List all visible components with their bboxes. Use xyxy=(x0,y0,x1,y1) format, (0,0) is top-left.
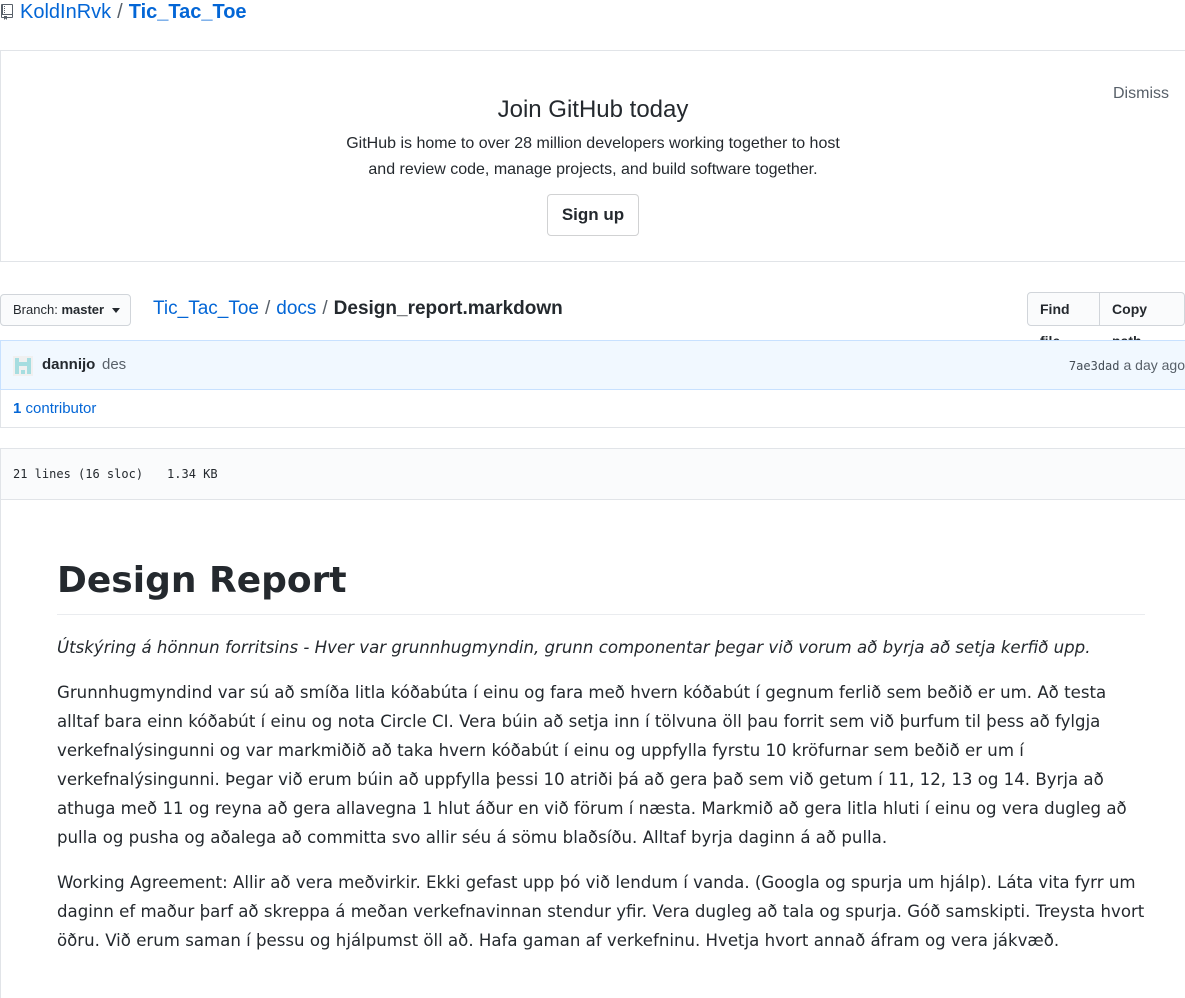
markdown-body xyxy=(57,500,1145,955)
dismiss-button[interactable]: Dismiss xyxy=(1113,85,1169,102)
caret-down-icon xyxy=(112,308,120,313)
breadcrumb-file-name: Design_report.markdown xyxy=(333,298,563,319)
file-content xyxy=(0,500,1185,998)
breadcrumb-separator: / xyxy=(264,298,271,319)
repo-icon xyxy=(0,4,14,20)
commit-time: a day ago xyxy=(1123,357,1185,373)
repo-separator: / xyxy=(117,1,123,23)
document-heading: Design Report xyxy=(57,558,1145,615)
sign-up-button[interactable]: Sign up xyxy=(547,194,639,236)
commit-tease xyxy=(0,340,1185,390)
breadcrumb-repo-link[interactable]: Tic_Tac_Toe xyxy=(153,298,259,319)
document-paragraph: Working Agreement: Allir að vera meðvirkir. Ekki gefast upp þó við lendum í vanda. (Googla og spurja um hjálp). Láta vita fyrr um daginn ef maður þarf að skreppa á meðan verkefnavinnan stendur yfir. Vera dugleg að tala og spurja. Góð samskipti. Treysta hvort öðru. Við erum saman í þessu og hjálpumst öll að. Hafa gaman af verkefninu. Hvetja hvort annað áfram og vera jákvæð. xyxy=(57,873,1145,950)
commit-author-link[interactable]: dannijo xyxy=(42,356,96,373)
breadcrumb-dir-link[interactable]: docs xyxy=(276,298,317,319)
signup-text-line1: GitHub is home to over 28 million developers working together to host xyxy=(346,135,840,152)
breadcrumb-separator: / xyxy=(322,298,328,319)
find-file-button[interactable]: Find xyxy=(1027,292,1100,326)
file-size: 1.34 KB xyxy=(167,467,218,481)
branch-name: master xyxy=(61,302,105,317)
document-lead: Útskýring á hönnun forritsins - Hver var grunnhugmyndin, grunn componentar þegar við vorum að byrja að setja kerfið upp. xyxy=(57,638,1091,657)
file-actions xyxy=(1027,292,1185,326)
repo-owner-link[interactable]: KoldInRvk xyxy=(20,1,112,23)
signup-title: Join GitHub today xyxy=(497,96,689,123)
breadcrumb xyxy=(153,296,563,322)
file-line-count: 21 lines (16 sloc) xyxy=(13,467,144,481)
repo-name-link[interactable]: Tic_Tac_Toe xyxy=(128,1,247,23)
file-info-header xyxy=(0,448,1185,500)
branch-select-button[interactable] xyxy=(0,294,131,326)
file-navigation xyxy=(0,292,1185,328)
avatar[interactable] xyxy=(13,356,33,376)
commit-sha-link[interactable]: 7ae3dad xyxy=(1068,359,1120,373)
repo-header xyxy=(0,0,247,24)
signup-text-line2: and review code, manage projects, and build software together. xyxy=(368,161,818,178)
contributors-label: contributor xyxy=(25,400,97,417)
branch-prefix: Branch: xyxy=(13,302,58,317)
commit-meta xyxy=(1069,341,1185,390)
copy-path-button[interactable]: Copy xyxy=(1100,292,1185,326)
commit-message-link[interactable]: des xyxy=(102,356,127,373)
contributors-count: 1 xyxy=(13,400,22,417)
document-paragraph: Grunnhugmyndind var sú að smíða litla kóðabúta í einu og fara með hvern kóðabút í gegnum ferlið sem beðið er um. Að testa alltaf bara einn kóðabút í einu og nota Circle CI. Vera búin að setja inn í tölvuna öll þau forrit sem við þurfum til þess að fylgja verkefnalýsingunni og var markmiðið að taka hvern kóðabút í einu og uppfylla fyrstu 10 kröfurnar sem beðið er um í verkefnalýsingunni. Þegar við erum búin að uppfylla þessi 10 atriði þá að gera það sem við getum í 11, 12, 13 og 14. Byrja að athuga með 11 og reyna að gera allavegna 1 hlut áður en við förum í næsta. Markmið að gera litla hluti í einu og vera dugleg að pulla og pusha og aðalega að committa svo allir séu á sömu blaðsíðu. Alltaf byrja daginn á að pulla. xyxy=(57,683,1127,847)
contributors-link[interactable] xyxy=(13,400,96,417)
signup-prompt xyxy=(0,50,1185,262)
contributors-bar xyxy=(0,390,1185,428)
